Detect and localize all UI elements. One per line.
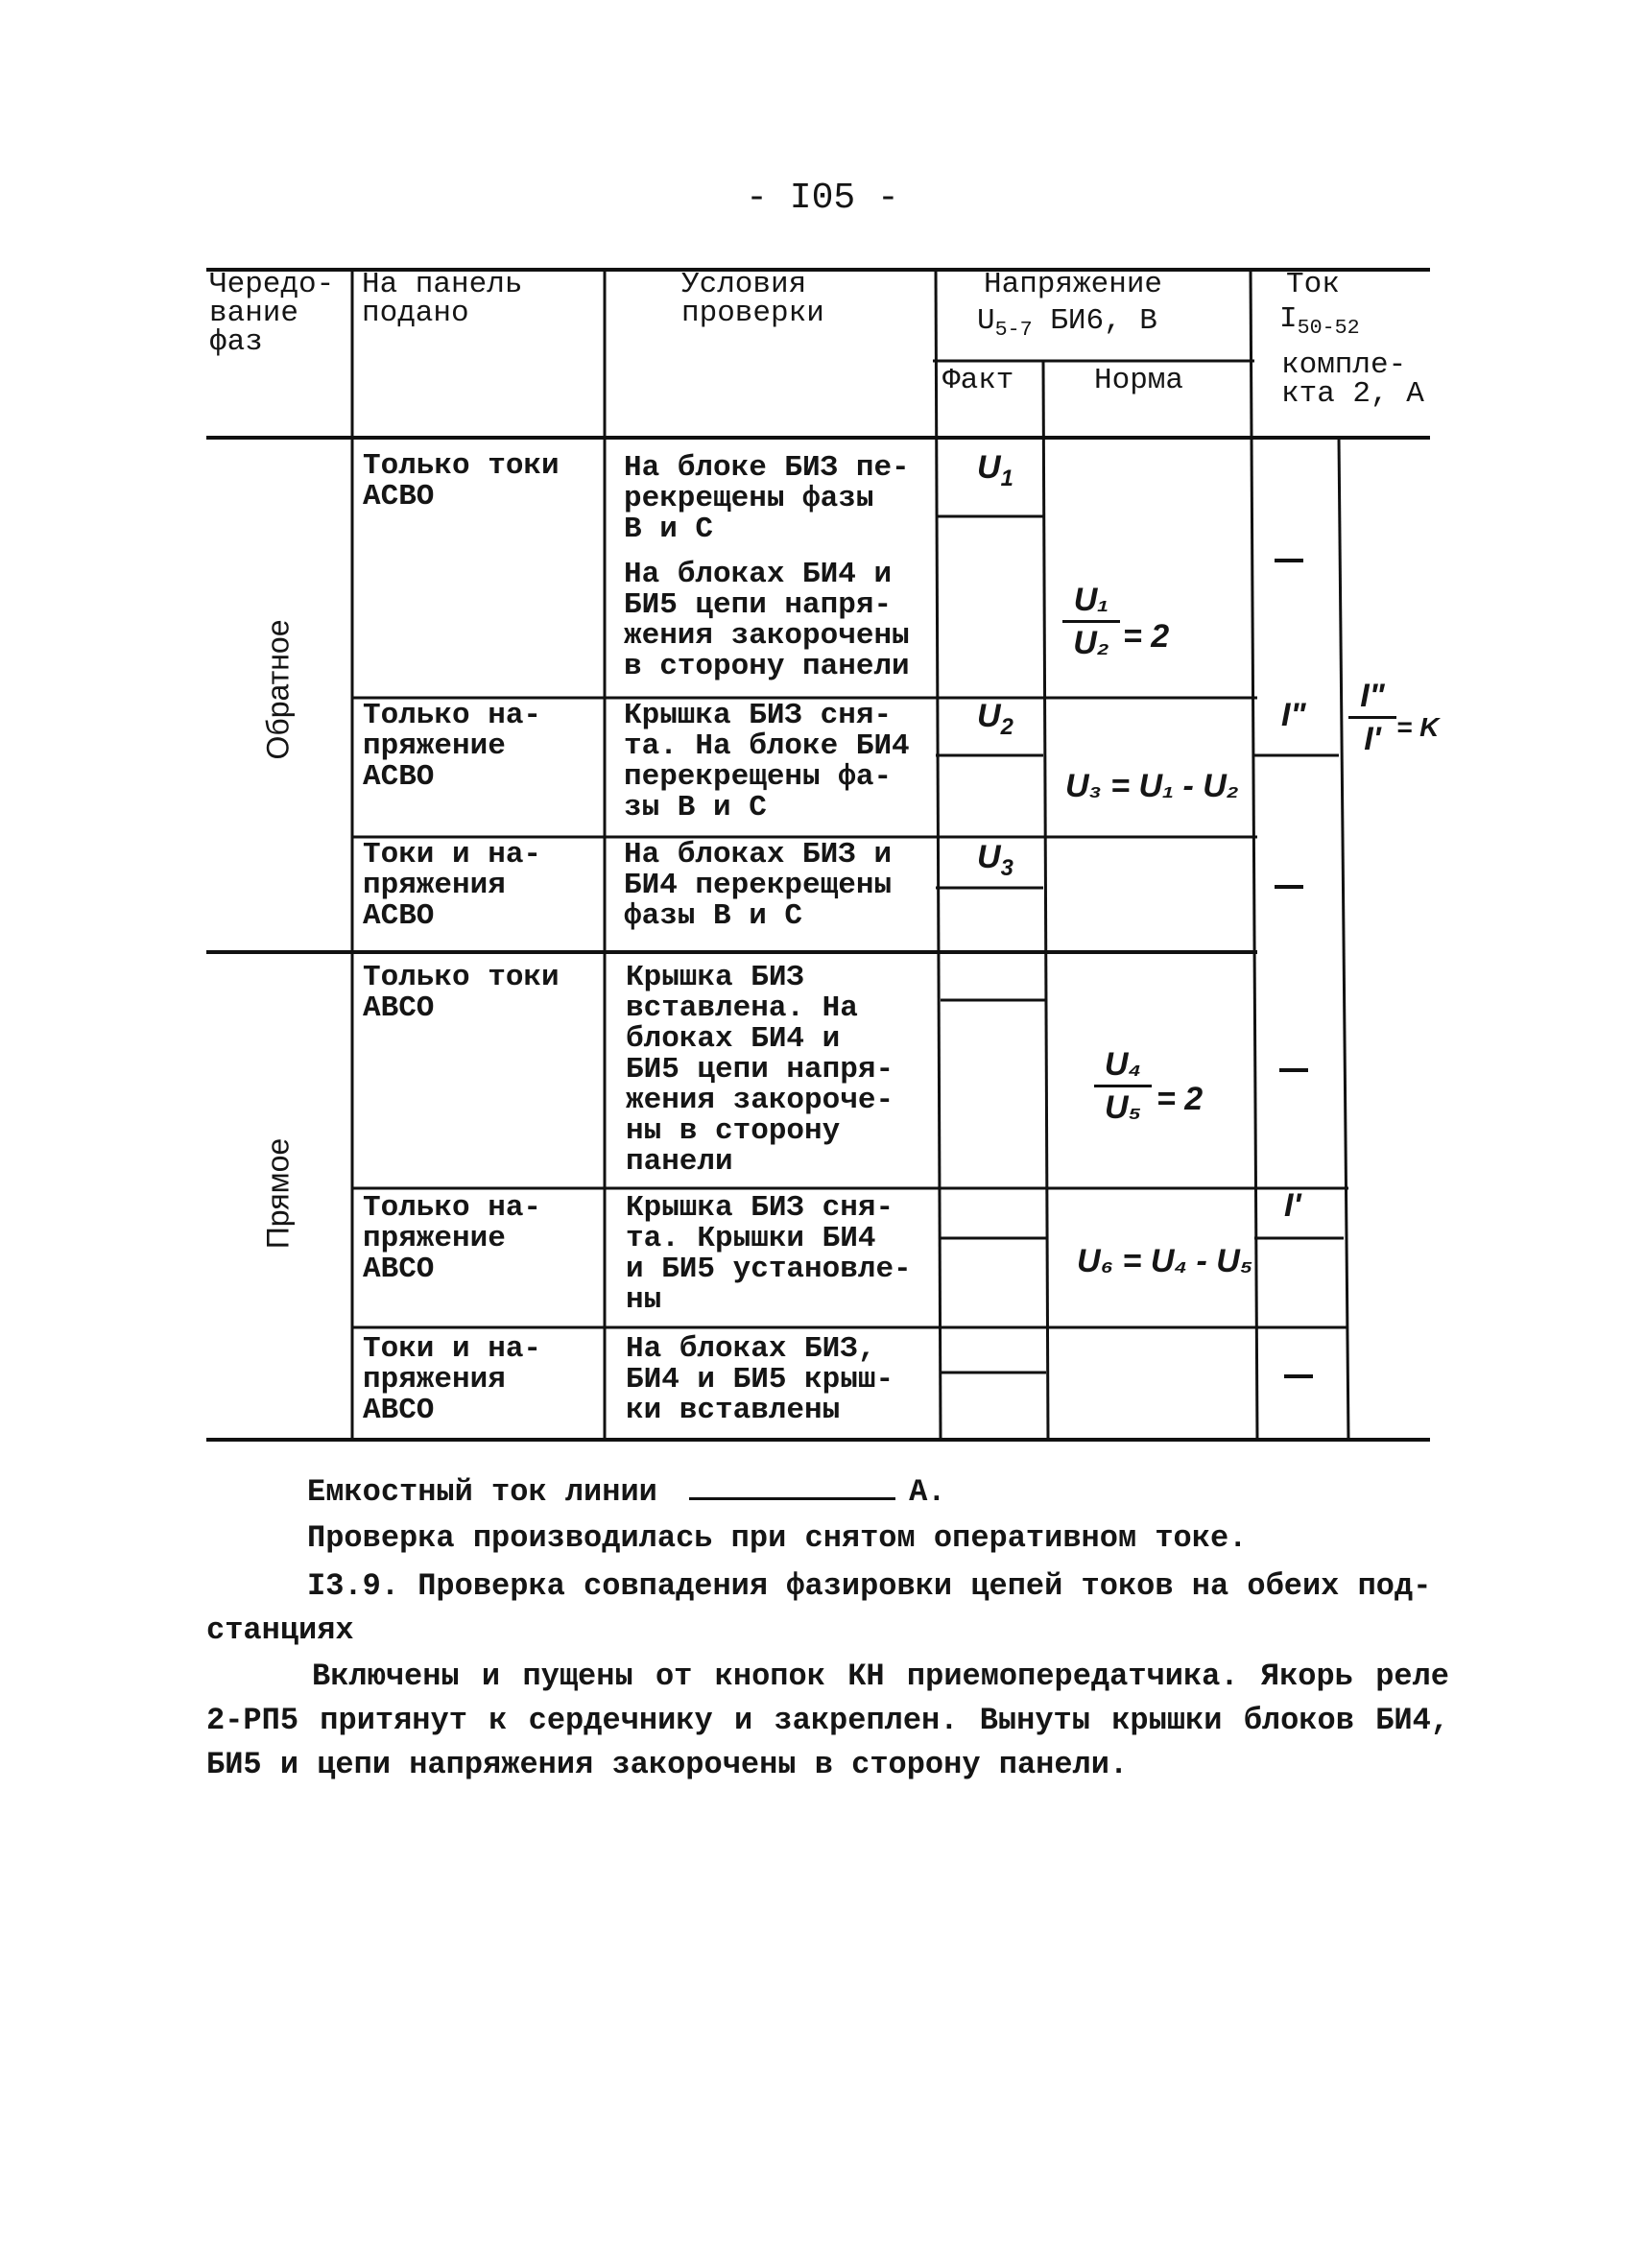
row5-applied: Только на- пряжение АВСО [363, 1191, 542, 1286]
voltage-subscript: 5-7 [994, 318, 1033, 343]
row6-condition: На блоках БИЗ, БИ4 и БИ5 крыш- ки вставлены [626, 1332, 894, 1427]
row4-condition: Крышка БИЗ вставлена. На блоках БИ4 и БИ5 цепи напря- жения закороче- ны в сторону панели [626, 961, 894, 1179]
row2-applied: Только на- пряжение АСВО [363, 699, 542, 794]
header-norm: Норма [1094, 364, 1184, 397]
row6-current-dash [1284, 1374, 1313, 1378]
header-conditions: Условия проверки [681, 268, 824, 330]
row1-condition-b: На блоках БИ4 и БИ5 цепи напря- жения закорочены в сторону панели [624, 558, 910, 683]
header-voltage: Напряжение [984, 268, 1163, 301]
norm-k-ratio: I" I' [1348, 678, 1396, 757]
row2-current-i-double-prime: I" [1281, 697, 1306, 733]
section-13-9-paragraph: Включены и пущены от кнопок КН приемопередатчика. Якорь реле 2-РП5 притянут к сердечнику и закреплен. Вынуты крышки блоков БИ4, БИ5 и цепи напряжения закорочены в сторону панели. [206, 1659, 1449, 1782]
row1-condition-a: На блоке БИЗ пе- рекрещены фазы В и С [624, 451, 910, 546]
row6-applied: Токи и на- пряжения АВСО [363, 1332, 542, 1427]
header-current-tail: компле- кта 2, А [1281, 348, 1424, 411]
test-note-line: Проверка производилась при снятом оперативном токе. [307, 1520, 1248, 1556]
group-reverse-label: Обратное [260, 619, 296, 760]
header-voltage-symbol [977, 304, 1246, 345]
row5-current-i-prime: I' [1284, 1187, 1301, 1224]
norm-ratio-u4-u5-value: = 2 [1156, 1081, 1204, 1117]
row4-applied: Только токи АВСО [363, 961, 560, 1025]
current-symbol: I [1279, 302, 1298, 336]
row1-fact-u1: $U_1$ [977, 449, 1013, 491]
norm-ratio-u1-u2-value: = 2 [1123, 618, 1170, 655]
row1-applied: Только токи АСВО [363, 449, 560, 513]
norm-u3-formula: U₃ = U₁ - U₂ [1065, 768, 1239, 804]
header-current: Ток [1286, 268, 1340, 301]
row3-applied: Токи и на- пряжения АСВО [363, 838, 542, 933]
row4-current-dash [1279, 1068, 1308, 1072]
blank-field[interactable] [689, 1468, 895, 1500]
page-number: - I05 - [746, 178, 899, 219]
capacitive-current-line: Емкостный ток линии А. [307, 1468, 1459, 1515]
row3-condition: На блоках БИЗ и БИ4 перекрещены фазы В и С [624, 838, 893, 933]
voltage-symbol: U [977, 304, 995, 338]
group-direct-label: Прямое [260, 1137, 296, 1250]
row2-condition: Крышка БИЗ сня- та. На блоке БИ4 перекрещены фа- зы В и С [624, 699, 910, 824]
norm-u6-formula: U₆ = U₄ - U₅ [1077, 1243, 1253, 1279]
voltage-unit: БИ6, В [1032, 304, 1157, 338]
row2-fact-u2: $U_2$ [977, 698, 1013, 740]
norm-ratio-u1-u2: U₁ U₂ [1062, 582, 1120, 661]
header-fact: Факт [942, 364, 1014, 397]
header-applied: На панель подано [362, 268, 523, 330]
header-phase-order: Чередо- вание фаз [209, 268, 335, 359]
header-current-symbol [1279, 302, 1423, 343]
row5-condition: Крышка БИЗ сня- та. Крышки БИ4 и БИ5 установле- ны [626, 1191, 912, 1317]
section-13-9-heading-cont: станциях [206, 1612, 354, 1648]
row3-fact-u3: $U_3$ [977, 839, 1013, 881]
norm-ratio-u4-u5: U₄ U₅ [1094, 1046, 1152, 1126]
row3-current-dash [1275, 885, 1303, 889]
section-13-9-heading: I3.9. Проверка совпадения фазировки цепей токов на обеих под- [307, 1568, 1432, 1604]
current-subscript: 50-52 [1297, 316, 1360, 341]
row1-current-dash [1275, 559, 1303, 562]
norm-k-value: = K [1396, 712, 1440, 742]
